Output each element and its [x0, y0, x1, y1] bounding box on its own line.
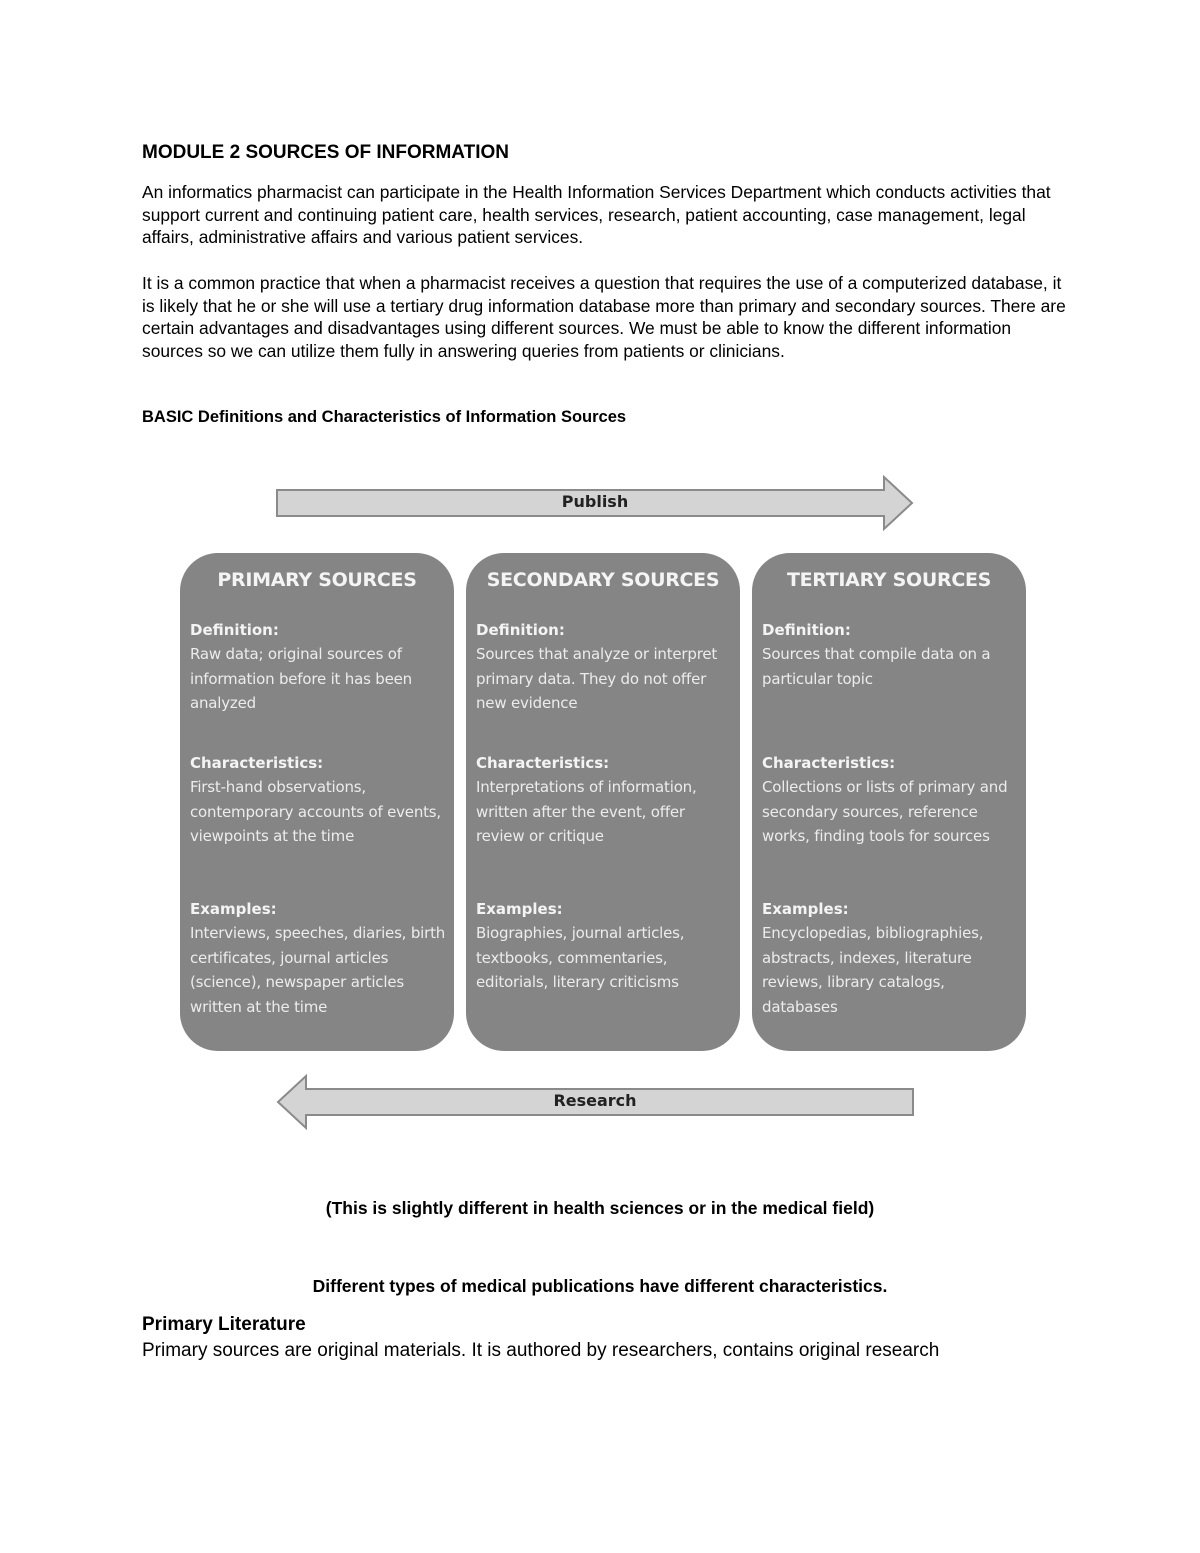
tertiary-characteristics-label: Characteristics: [762, 754, 896, 772]
tertiary-sources-box [752, 553, 1026, 1051]
primary-examples-label: Examples: [190, 900, 277, 918]
primary-literature-heading: Primary Literature [142, 1314, 306, 1335]
secondary-definition: Sources that analyze or interpret primary data. They do not offer new evidence [476, 645, 718, 712]
publish-arrow [274, 474, 916, 532]
intro-paragraph: An informatics pharmacist can participate in the Health Information Services Department which conducts activities that support current and continuing patient care, health services, research, patient accounting, case management, legal affairs, administrative affairs and various patient services. [142, 182, 1051, 247]
tertiary-examples: Encyclopedias, bibliographies, abstracts, indexes, literature reviews, library catalogs, databases [762, 924, 984, 1016]
primary-definition-label: Definition: [190, 621, 279, 639]
health-sciences-note: (This is slightly different in health sciences or in the medical field) [325, 1198, 875, 1218]
page-title: MODULE 2 SOURCES OF INFORMATION [142, 142, 509, 163]
primary-examples: Interviews, speeches, diaries, birth certificates, journal articles (science), newspaper articles written at the time [190, 924, 446, 1016]
secondary-characteristics: Interpretations of information, written after the event, offer review or critique [476, 778, 697, 845]
secondary-examples-label: Examples: [476, 900, 563, 918]
primary-title: PRIMARY SOURCES [217, 569, 417, 591]
tertiary-definition-label: Definition: [762, 621, 851, 639]
tertiary-examples-label: Examples: [762, 900, 849, 918]
tertiary-title: TERTIARY SOURCES [786, 569, 992, 591]
secondary-characteristics-label: Characteristics: [476, 754, 610, 772]
tertiary-characteristics: Collections or lists of primary and secondary sources, reference works, finding tools for sources [762, 778, 1008, 845]
secondary-definition-label: Definition: [476, 621, 565, 639]
research-arrow [274, 1073, 916, 1131]
secondary-title: SECONDARY SOURCES [486, 569, 720, 591]
publish-label: Publish [561, 492, 629, 511]
primary-sources-box [180, 553, 454, 1051]
secondary-examples: Biographies, journal articles, textbooks, commentaries, editorials, literary criticisms [476, 924, 685, 991]
primary-characteristics: First-hand observations, contemporary accounts of events, viewpoints at the time [190, 778, 441, 845]
publications-note: Different types of medical publications have different characteristics. [312, 1276, 888, 1296]
section-heading: BASIC Definitions and Characteristics of Information Sources [142, 408, 627, 426]
secondary-sources-box [466, 553, 740, 1051]
research-label: Research [553, 1091, 637, 1110]
practice-paragraph: It is a common practice that when a pharmacist receives a question that requires the use of a computerized database, it is likely that he or she will use a tertiary drug information database more than primary and secondary sources. There are certain advantages and disadvantages using different sources. We must be able to know the different information sources so we can utilize them fully in answering queries from patients or clinicians. [142, 273, 1066, 361]
primary-literature-text: Primary sources are original materials. It is authored by researchers, contains original research [142, 1340, 940, 1361]
primary-definition: Raw data; original sources of information before it has been analyzed [190, 645, 412, 712]
tertiary-definition: Sources that compile data on a particular topic [762, 645, 991, 688]
primary-characteristics-label: Characteristics: [190, 754, 324, 772]
